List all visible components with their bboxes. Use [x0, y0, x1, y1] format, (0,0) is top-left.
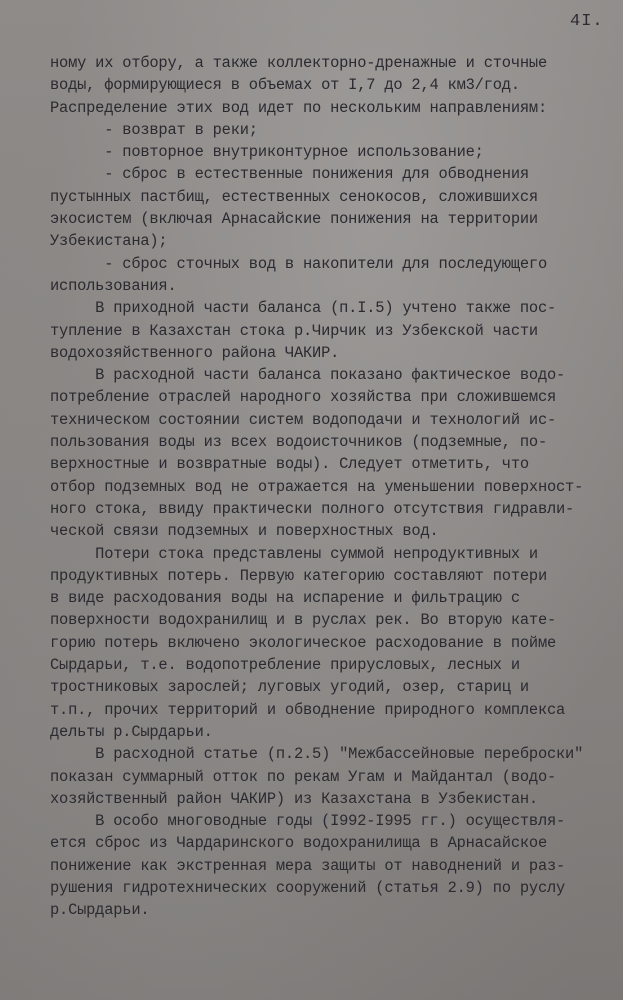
text-line: в виде расходования воды на испарение и фильтрацию с: [50, 589, 520, 608]
text-line: т.п., прочих территорий и обводнение природного комплекса: [50, 700, 566, 719]
text-line: показан суммарный отток по рекам Угам и Майдантал (водо-: [50, 767, 557, 786]
text-line: - повторное внутриконтурное использование;: [50, 143, 484, 162]
text-line: использования.: [50, 276, 177, 295]
text-line: - сброс сточных вод в накопители для последующего: [50, 254, 547, 273]
text-line: ческой связи подземных и поверхностных вод.: [50, 522, 439, 541]
text-line: поверхности водохранилищ и в руслах рек. Во вторую кате-: [50, 611, 557, 630]
text-line: ного стока, ввиду практически полного отсутствия гидравли-: [50, 499, 575, 518]
text-line: тупление в Казахстан стока р.Чирчик из Узбекской части: [50, 321, 538, 340]
text-line: - сброс в естественные понижения для обводнения: [50, 165, 529, 184]
text-line: В расходной части баланса показано фактическое водо-: [50, 366, 566, 385]
text-line: хозяйственный район ЧАКИР) из Казахстана в Узбекистан.: [50, 789, 538, 808]
text-line: Распределение этих вод идет по нескольким направлениям:: [50, 98, 547, 117]
text-line: техническом состоянии систем водоподачи и технологий ис-: [50, 410, 557, 429]
text-line: Сырдарьи, т.е. водопотребление прирусловых, лесных и: [50, 656, 520, 675]
text-line: В расходной статье (п.2.5) "Межбассейновые переброски": [50, 745, 584, 764]
text-line: пустынных пастбищ, естественных сенокосов, сложившихся: [50, 187, 538, 206]
text-line: - возврат в реки;: [50, 120, 258, 139]
page-number: 4I.: [570, 12, 604, 31]
text-line: горию потерь включено экологическое расходование в пойме: [50, 633, 557, 652]
text-line: водохозяйственного района ЧАКИР.: [50, 343, 340, 362]
text-line: продуктивных потерь. Первую категорию составляют потери: [50, 566, 547, 585]
text-line: Потери стока представлены суммой непродуктивных и: [50, 544, 538, 563]
text-line: Узбекистана);: [50, 232, 168, 251]
text-line: воды, формирующиеся в объемах от I,7 до 2,4 км3/год.: [50, 76, 520, 95]
text-line: экосистем (включая Арнасайские понижения на территории: [50, 210, 538, 229]
text-line: верхностные и возвратные воды). Следует отметить, что: [50, 455, 529, 474]
text-line: потребление отраслей народного хозяйства при сложившемся: [50, 388, 557, 407]
text-line: В приходной части баланса (п.I.5) учтено также пос-: [50, 299, 557, 318]
text-line: пользования воды из всех водоисточников (подземные, по-: [50, 433, 547, 452]
text-line: отбор подземных вод не отражается на уменьшении поверхност-: [50, 477, 584, 496]
text-line: В особо многоводные годы (I992-I995 гг.) осуществля-: [50, 812, 566, 831]
body-text: [50, 52, 610, 922]
text-line: рушения гидротехнических сооружений (статья 2.9) по руслу: [50, 878, 566, 897]
text-line: понижение как экстренная мера защиты от наводнений и раз-: [50, 856, 566, 875]
text-line: тростниковых зарослей; луговых угодий, озер, стариц и: [50, 678, 529, 697]
text-line: ется сброс из Чардаринского водохранилища в Арнасайское: [50, 834, 547, 853]
text-line: ному их отбору, а также коллекторно-дренажные и сточные: [50, 54, 547, 72]
text-line: р.Сырдарьи.: [50, 901, 150, 920]
text-line: дельты р.Сырдарьи.: [50, 722, 213, 741]
